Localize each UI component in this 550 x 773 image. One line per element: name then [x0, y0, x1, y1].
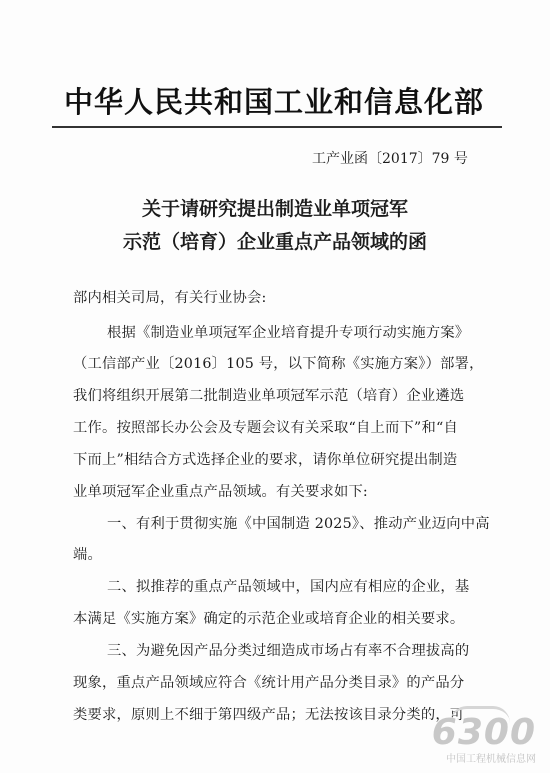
body-line: 二、拟推荐的重点产品领域中，国内应有相应的企业，基 — [107, 579, 470, 595]
body-line: 一、有利于贯彻实施《中国制造 2025》、推动产业迈向中高 — [107, 516, 490, 532]
header-rule — [52, 126, 502, 128]
body-line: 下而上”相结合方式选择企业的要求，请你单位研究提出制造 — [73, 452, 458, 468]
subject-line-1: 关于请研究提出制造业单项冠军 — [141, 198, 408, 220]
body-line: 我们将组织开展第二批制造业单项冠军示范（培育）企业遴选 — [73, 388, 465, 404]
body-line: 端。 — [73, 547, 102, 563]
body-line: 本满足《实施方案》确定的示范企业或培育企业的相关要求。 — [73, 611, 465, 627]
watermark-logo — [432, 714, 536, 765]
watermark-site: 中国工程机械信息网 — [446, 754, 536, 765]
body-line: 工作。按照部长办公会及专题会议有关采取“自上而下”和“自 — [73, 420, 458, 436]
body-line: 类要求，原则上不细于第四级产品；无法按该目录分类的，可 — [73, 707, 465, 723]
salutation: 部内相关司局，有关行业协会: — [73, 290, 267, 306]
org-title: 中华人民共和国工业和信息化部 — [64, 85, 485, 119]
body-line: 现象，重点产品领域应符合《统计用产品分类目录》的产品分 — [73, 675, 465, 691]
body-line: 根据《制造业单项冠军企业培育提升专项行动实施方案》 — [107, 325, 470, 341]
subject-line-2: 示范（培育）企业重点产品领域的函 — [122, 231, 427, 253]
doc-number: 工产业函〔2017〕79 号 — [312, 151, 468, 167]
body-line: 三、为避免因产品分类过细造成市场占有率不合理拔高的 — [107, 643, 470, 659]
watermark-number: 6300 — [431, 712, 536, 753]
body-line: 业单项冠军企业重点产品领域。有关要求如下: — [73, 484, 368, 500]
body-line: （工信部产业〔2016〕105 号，以下简称《实施方案》）部署， — [73, 356, 484, 372]
